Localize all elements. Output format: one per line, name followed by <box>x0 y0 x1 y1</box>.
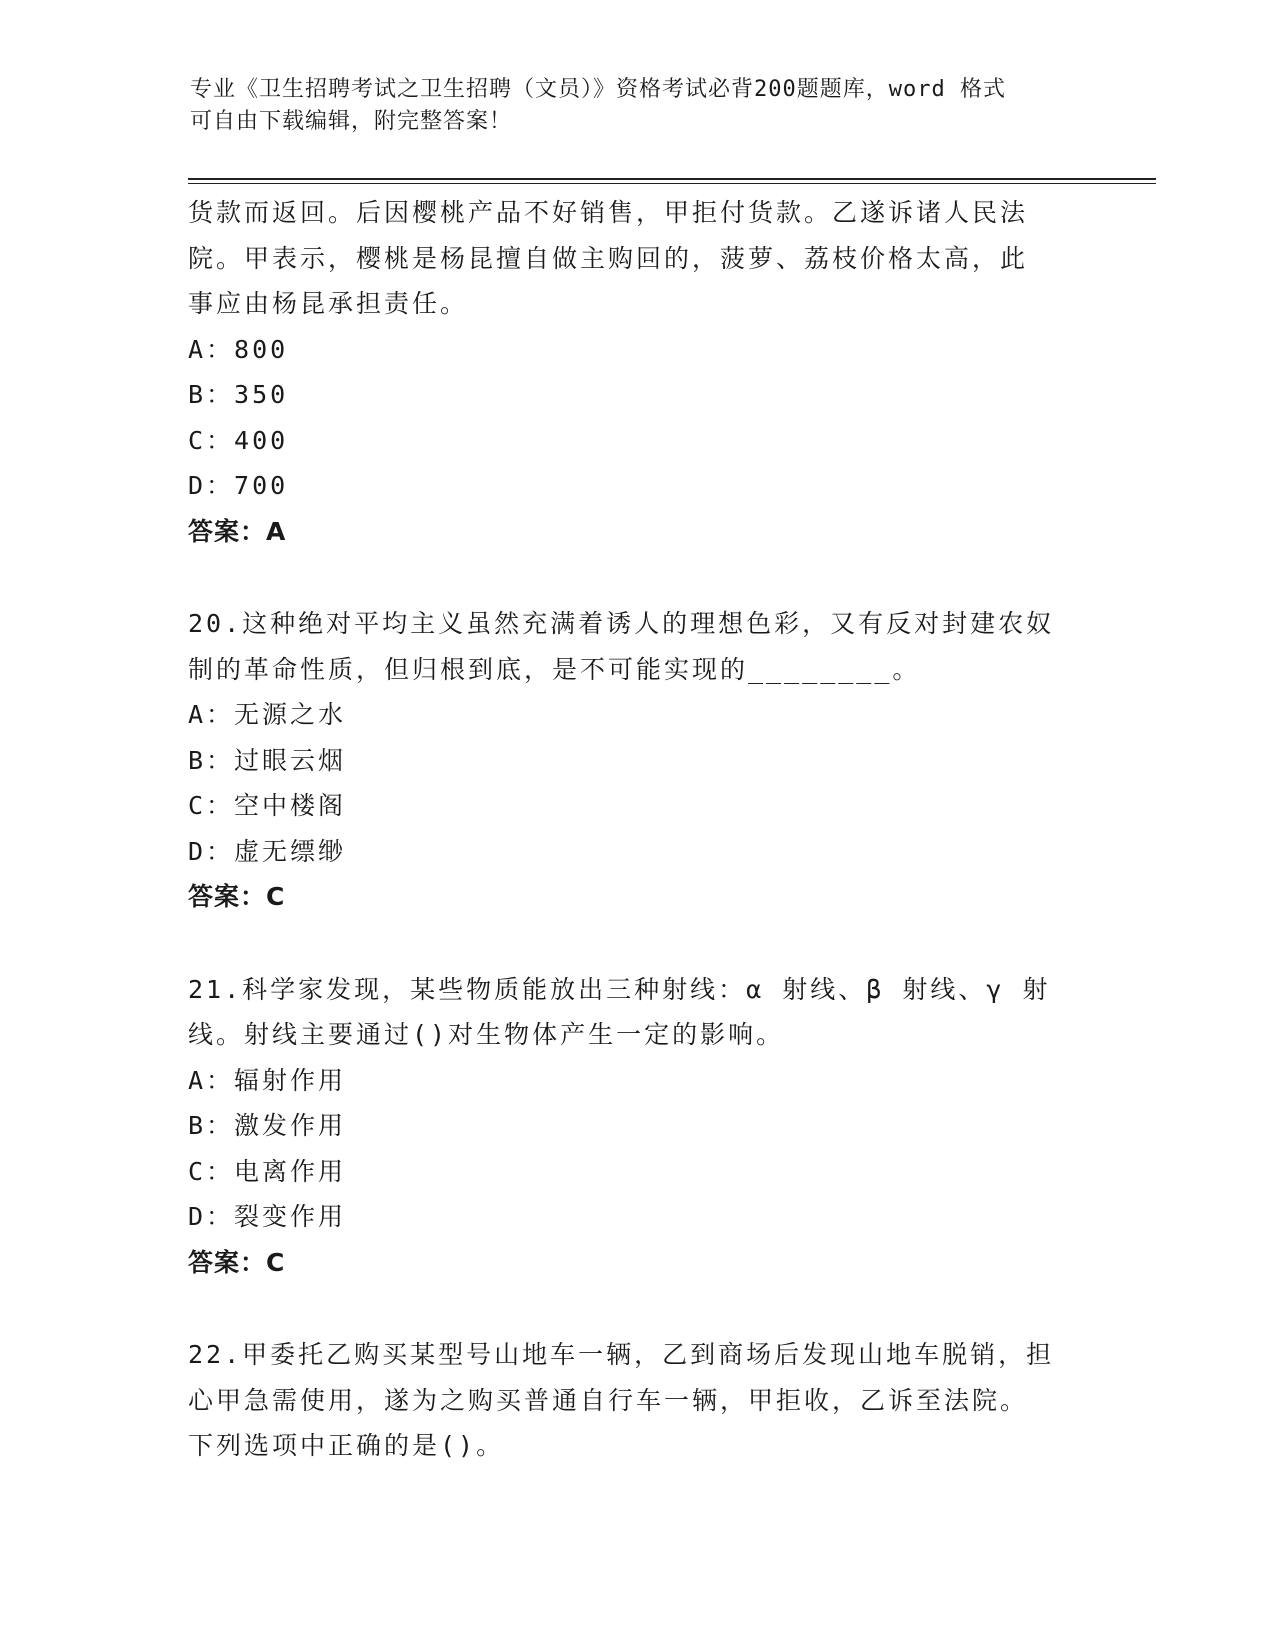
option-b: B：过眼云烟 <box>188 745 347 775</box>
answer-label: 答案：C <box>188 882 286 911</box>
question-text-line: 20.这种绝对平均主义虽然充满着诱人的理想色彩，又有反对封建农奴 <box>188 609 1055 638</box>
answer-label: 答案：C <box>188 1247 286 1277</box>
question-spacer <box>188 1285 1088 1332</box>
option-b: B：激发作用 <box>188 1111 347 1140</box>
question-text-line: 院。甲表示，樱桃是杨昆擅自做主购回的，菠萝、荔枝价格太高，此 <box>188 243 1029 273</box>
header-line-2: 可自由下载编辑，附完整答案！ <box>190 109 513 134</box>
question-spacer <box>188 554 1088 601</box>
question-19-block <box>188 190 1088 554</box>
option-a: A：无源之水 <box>188 700 347 729</box>
question-text-line: 制的革命性质，但归根到底，是不可能实现的________。 <box>188 654 921 684</box>
header-divider-thick <box>188 178 1156 180</box>
question-text-line: 22.甲委托乙购买某型号山地车一辆，乙到商场后发现山地车脱销，担 <box>188 1340 1055 1369</box>
option-a: A：800 <box>188 334 289 364</box>
question-text-line: 下列选项中正确的是()。 <box>188 1431 505 1460</box>
answer-label: 答案：A <box>188 516 287 546</box>
option-c: C：电离作用 <box>188 1156 347 1186</box>
question-spacer <box>188 920 1088 967</box>
question-text-line: 事应由杨昆承担责任。 <box>188 289 469 318</box>
option-b: B：350 <box>188 380 289 409</box>
option-a: A：辐射作用 <box>188 1065 347 1095</box>
question-text-line: 线。射线主要通过()对生物体产生一定的影响。 <box>188 1020 785 1049</box>
question-text-line: 21.科学家发现，某些物质能放出三种射线：α 射线、β 射线、γ 射 <box>188 974 1051 1004</box>
header-divider-thin <box>188 183 1156 184</box>
document-header <box>190 74 1070 138</box>
question-text-line: 货款而返回。后因樱桃产品不好销售，甲拒付货款。乙遂诉诸人民法 <box>188 198 1029 227</box>
question-20-block <box>188 601 1088 920</box>
question-22-block <box>188 1332 1088 1469</box>
header-line-1: 专业《卫生招聘考试之卫生招聘（文员）》资格考试必背200题题库，word 格式 <box>190 77 1006 102</box>
question-21-block <box>188 967 1088 1286</box>
option-d: D：虚无缥缈 <box>188 836 347 866</box>
option-d: D：裂变作用 <box>188 1202 347 1231</box>
option-c: C：空中楼阁 <box>188 791 347 820</box>
question-text-line: 心甲急需使用，遂为之购买普通自行车一辆，甲拒收，乙诉至法院。 <box>188 1385 1029 1415</box>
question-list <box>188 190 1088 1469</box>
option-d: D：700 <box>188 471 289 500</box>
option-c: C：400 <box>188 425 289 455</box>
